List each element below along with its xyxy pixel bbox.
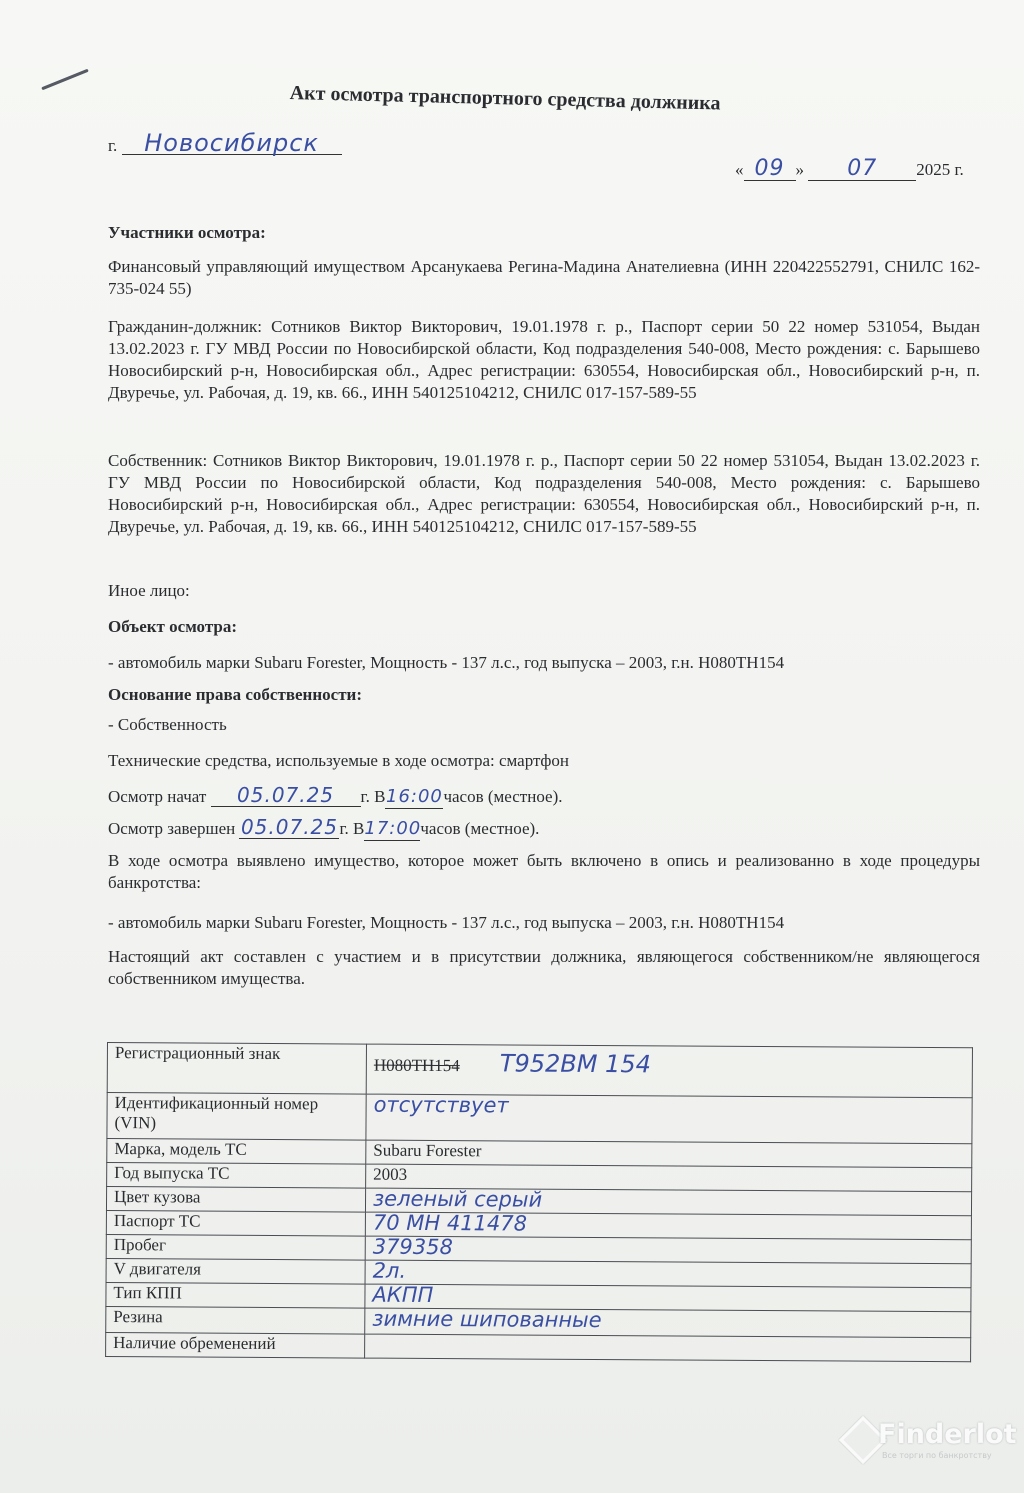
row-label-passport: Паспорт ТС [106, 1210, 365, 1236]
row-label-transmission: Тип КПП [106, 1282, 365, 1308]
end-suffix: часов (местное). [420, 819, 540, 838]
date-year: 2025 г. [916, 160, 964, 179]
handwritten-plate: Т952ВМ 154 [499, 1049, 651, 1079]
date-close-quote: » [795, 160, 804, 179]
table-row [107, 1043, 972, 1098]
start-date: 05.07.25 [211, 784, 361, 807]
row-value-mileage: 379358 [365, 1236, 971, 1264]
vehicle-data-table [105, 1042, 973, 1362]
watermark-brand: Finderlot [878, 1419, 1017, 1450]
row-label-encumbrances: Наличие обременений [106, 1332, 365, 1358]
object-item: - автомобиль марки Subaru Forester, Мощность - 137 л.с., год выпуска – 2003, г.н. Н080ТН154 [108, 653, 785, 672]
city-line [108, 129, 342, 157]
row-label-engine: V двигателя [106, 1258, 365, 1284]
row-value-transmission: АКПП [365, 1284, 971, 1312]
participant-other: Иное лицо: [108, 581, 190, 600]
row-label-make-model: Марка, модель ТС [107, 1139, 366, 1165]
participants-heading: Участники осмотра: [108, 223, 266, 242]
table-row [106, 1332, 971, 1361]
date-open-quote: « [735, 160, 744, 179]
row-label-year: Год выпуска ТС [107, 1163, 366, 1189]
row-value-tires: зимние шипованные [365, 1308, 971, 1338]
date-line [735, 158, 964, 181]
watermark-tagline: Все торги по банкротству [882, 1451, 992, 1460]
row-value-color: зеленый серый [365, 1188, 971, 1216]
start-suffix: часов (местное). [443, 787, 563, 806]
city-prefix: г. [108, 136, 118, 155]
row-label-color: Цвет кузова [106, 1187, 365, 1213]
struck-plate: Н080ТН154 [373, 1055, 460, 1076]
table-row [107, 1093, 972, 1144]
city-handwritten: Новосибирск [122, 132, 342, 155]
row-label-mileage: Пробег [106, 1234, 365, 1260]
participant-manager: Финансовый управляющий имуществом Арсанукаева Регина-Мадина Анателиевна (ИНН 220422552791, СНИЛС 162-735-024 55) [108, 257, 980, 298]
end-time: 17:00 [364, 818, 422, 839]
row-value-passport: 70 МН 411478 [365, 1212, 971, 1240]
start-mid: г. В [360, 787, 386, 806]
pen-stroke-mark [41, 69, 88, 91]
ownership-item: - Собственность [108, 715, 227, 734]
row-value-vin: отсутствует [366, 1094, 972, 1144]
row-value-encumbrances [365, 1334, 971, 1362]
end-mid: г. В [339, 819, 365, 838]
inspection-start-line [108, 784, 980, 809]
row-label-tires: Резина [106, 1306, 365, 1334]
row-value-year: 2003 [366, 1164, 972, 1192]
date-month: 07 [808, 158, 916, 181]
row-value-registration [366, 1044, 972, 1098]
document-title: Акт осмотра транспортного средства должника [289, 82, 721, 115]
end-label: Осмотр завершен [108, 819, 236, 838]
row-value-make-model: Subaru Forester [366, 1140, 972, 1168]
date-day: 09 [744, 158, 796, 181]
technical-means: Технические средства, используемые в ходе осмотра: смартфон [108, 751, 570, 770]
findings-item: - автомобиль марки Subaru Forester, Мощность - 137 л.с., год выпуска – 2003, г.н. Н080ТН154 [108, 913, 785, 932]
end-date: 05.07.25 [240, 815, 338, 839]
inspection-end-line [108, 816, 980, 841]
object-heading: Объект осмотра: [108, 617, 238, 636]
start-time: 16:00 [386, 786, 443, 807]
participant-debtor: Гражданин-должник: Сотников Виктор Викторович, 19.01.1978 г. р., Паспорт серии 50 22 номер 531054, Выдан 13.02.2023 г. ГУ МВД России по Новосибирской области, Код подразделения 540-008, Место рождения: с. Барышево Новосибирский р-н, Новосибирская обл., Адрес регистрации: 630554, Новосибирская обл., Новосибирский р-н, п. Двуречье, ул. Рабочая, д. 19, кв. 66., ИНН 540125104212, СНИЛС 017-157-589-55 [108, 317, 980, 402]
closing-text: Настоящий акт составлен с участием и в присутствии должника, являющегося собственником/не являющегося собственником имущества. [108, 947, 980, 988]
finderlot-watermark [842, 1417, 1017, 1473]
findings-text: В ходе осмотра выявлено имущество, которое может быть включено в опись и реализованно в ходе процедуры банкротства: [108, 851, 980, 892]
ownership-heading: Основание права собственности: [108, 685, 362, 704]
start-label: Осмотр начат [108, 787, 207, 806]
row-value-engine: 2л. [365, 1260, 971, 1288]
participant-owner: Собственник: Сотников Виктор Викторович, 19.01.1978 г. р., Паспорт серии 50 22 номер 531054, Выдан 13.02.2023 г. ГУ МВД России по Новосибирской области, Код подразделения 540-008, Место рождения: с. Барышево Новосибирский р-н, Новосибирская обл., Адрес регистрации: 630554, Новосибирская обл., Новосибирский р-н, п. Двуречье, ул. Рабочая, д. 19, кв. 66., ИНН 540125104212, СНИЛС 017-157-589-55 [108, 451, 980, 536]
row-label-vin: Идентификационный номер (VIN) [107, 1093, 366, 1141]
row-label-registration: Регистрационный знак [107, 1043, 366, 1095]
